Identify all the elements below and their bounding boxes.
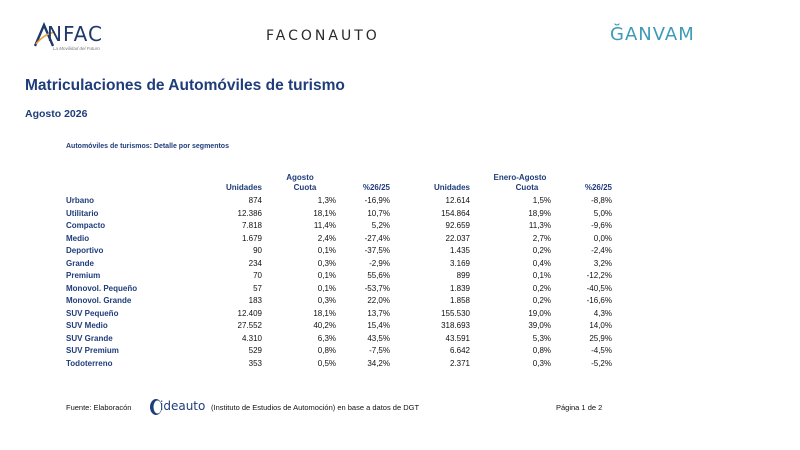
share-ytd: 1,5% <box>532 196 551 205</box>
units-monthly: 353 <box>248 358 262 368</box>
change-monthly: 15,4% <box>367 321 390 330</box>
share-ytd: 11,3% <box>528 221 551 230</box>
col-header-change-monthly: %26/25 <box>362 183 390 192</box>
share-monthly: 18,1% <box>313 208 336 218</box>
units-ytd: 3.169 <box>449 258 470 268</box>
units-ytd: 1.858 <box>449 296 470 305</box>
change-ytd: 4,3% <box>593 308 612 318</box>
units-monthly: 183 <box>248 296 262 305</box>
units-monthly: 1.679 <box>241 233 262 243</box>
units-ytd: 1.435 <box>449 246 470 255</box>
segment-name: SUV Pequeño <box>66 308 119 318</box>
change-ytd: -5,2% <box>591 358 612 368</box>
change-monthly: 43,5% <box>367 333 390 343</box>
ideauto-wordmark: ideauto <box>160 399 206 413</box>
share-ytd: 19,0% <box>528 308 551 318</box>
col-header-share-monthly: Cuota <box>293 183 317 192</box>
segment-name: SUV Premium <box>66 346 119 355</box>
segment-name: Urbano <box>66 196 94 205</box>
change-monthly: -16,9% <box>364 196 390 205</box>
footer-institute: (Instituto de Estudios de Automoción) en base a datos de DGT <box>211 403 420 412</box>
share-monthly: 2,4% <box>317 233 336 243</box>
ideauto-logo <box>148 398 208 416</box>
page-number: Página 1 de 2 <box>556 403 603 412</box>
share-ytd: 2,7% <box>532 233 551 243</box>
units-ytd: 92.659 <box>445 221 470 230</box>
segment-name: Deportivo <box>66 246 104 255</box>
change-monthly: 55,6% <box>367 271 390 280</box>
change-ytd: -8,8% <box>591 196 612 205</box>
share-ytd: 0,1% <box>532 271 551 280</box>
share-ytd: 0,4% <box>532 258 551 268</box>
ganvam-logo: ĞANVAM <box>610 24 695 45</box>
segment-name: Monovol. Pequeño <box>66 283 138 293</box>
group-header-monthly: Agosto <box>286 173 314 182</box>
units-ytd: 154.864 <box>441 208 470 218</box>
share-monthly: 40,2% <box>313 321 336 330</box>
change-monthly: -27,4% <box>364 233 390 243</box>
change-ytd: 5,0% <box>593 208 612 218</box>
units-monthly: 4.310 <box>241 333 262 343</box>
change-ytd: 3,2% <box>593 258 612 268</box>
segment-name: Premium <box>66 271 101 280</box>
change-ytd: 0,0% <box>593 233 612 243</box>
units-monthly: 12.386 <box>237 208 262 218</box>
units-ytd: 12.614 <box>445 196 470 205</box>
units-ytd: 155.530 <box>441 308 470 318</box>
change-monthly: 22,0% <box>367 296 390 305</box>
share-ytd: 18,9% <box>528 208 551 218</box>
share-monthly: 0,3% <box>317 296 336 305</box>
change-monthly: 13,7% <box>367 308 390 318</box>
change-monthly: -53,7% <box>364 283 390 293</box>
share-monthly: 0,3% <box>317 258 336 268</box>
report-period: Agosto 2026 <box>25 108 88 120</box>
segment-name: SUV Grande <box>66 333 113 343</box>
segment-name: Monovol. Grande <box>66 296 132 305</box>
change-ytd: 14,0% <box>589 321 612 330</box>
share-ytd: 0,2% <box>532 283 551 293</box>
share-monthly: 0,1% <box>317 246 336 255</box>
segment-name: Utilitario <box>66 208 99 218</box>
page-title: Matriculaciones de Automóviles de turismo <box>25 77 345 94</box>
col-header-share-ytd: Cuota <box>515 183 539 192</box>
col-header-units-ytd: Unidades <box>433 183 470 192</box>
share-monthly: 0,1% <box>317 271 336 280</box>
units-monthly: 12.409 <box>237 308 262 318</box>
share-monthly: 0,1% <box>317 283 336 293</box>
segment-name: Medio <box>66 233 90 243</box>
change-ytd: -9,6% <box>591 221 612 230</box>
share-monthly: 6,3% <box>317 333 336 343</box>
col-header-change-ytd: %26/25 <box>584 183 612 192</box>
anfac-wordmark: NFAC <box>47 22 103 46</box>
change-monthly: -7,5% <box>369 346 390 355</box>
units-monthly: 70 <box>253 271 262 280</box>
units-monthly: 529 <box>248 346 262 355</box>
units-monthly: 874 <box>248 196 262 205</box>
change-monthly: 10,7% <box>367 208 390 218</box>
units-monthly: 234 <box>248 258 262 268</box>
change-ytd: -2,4% <box>591 246 612 255</box>
change-monthly: -2,9% <box>369 258 390 268</box>
change-ytd: -40,5% <box>586 283 612 293</box>
share-ytd: 39,0% <box>528 321 551 330</box>
units-ytd: 6.642 <box>449 346 470 355</box>
anfac-logo <box>33 22 163 50</box>
units-monthly: 27.552 <box>237 321 262 330</box>
segment-name: Grande <box>66 258 95 268</box>
faconauto-logo: FACONAUTO <box>266 28 380 44</box>
units-ytd: 1.839 <box>449 283 470 293</box>
share-ytd: 0,3% <box>532 358 551 368</box>
units-ytd: 899 <box>456 271 470 280</box>
anfac-tagline: La Movilidad del Futuro <box>53 46 100 51</box>
share-ytd: 5,3% <box>532 333 551 343</box>
units-ytd: 43.591 <box>445 333 470 343</box>
units-monthly: 7.818 <box>241 221 262 230</box>
units-monthly: 90 <box>253 246 262 255</box>
segment-name: Todoterreno <box>66 358 113 368</box>
share-monthly: 0,5% <box>317 358 336 368</box>
units-ytd: 318.693 <box>441 321 470 330</box>
share-ytd: 0,8% <box>532 346 551 355</box>
change-ytd: -4,5% <box>591 346 612 355</box>
segment-name: Compacto <box>66 221 106 230</box>
change-ytd: -12,2% <box>586 271 612 280</box>
section-heading: Automóviles de turismos: Detalle por segmentos <box>66 143 229 150</box>
share-monthly: 1,3% <box>317 196 336 205</box>
change-monthly: -37,5% <box>364 246 390 255</box>
col-header-units-monthly: Unidades <box>225 183 262 192</box>
share-monthly: 0,8% <box>317 346 336 355</box>
change-ytd: -16,6% <box>586 296 612 305</box>
share-monthly: 18,1% <box>313 308 336 318</box>
units-ytd: 22.037 <box>445 233 470 243</box>
units-monthly: 57 <box>253 283 262 293</box>
share-ytd: 0,2% <box>532 246 551 255</box>
units-ytd: 2.371 <box>449 358 470 368</box>
share-monthly: 11,4% <box>313 221 336 230</box>
change-ytd: 25,9% <box>589 333 612 343</box>
share-ytd: 0,2% <box>532 296 551 305</box>
change-monthly: 34,2% <box>367 358 390 368</box>
footer-source: Fuente: Elaboracón <box>66 403 132 412</box>
change-monthly: 5,2% <box>371 221 390 230</box>
group-header-ytd: Enero-Agosto <box>493 173 547 182</box>
segment-name: SUV Medio <box>66 321 108 330</box>
